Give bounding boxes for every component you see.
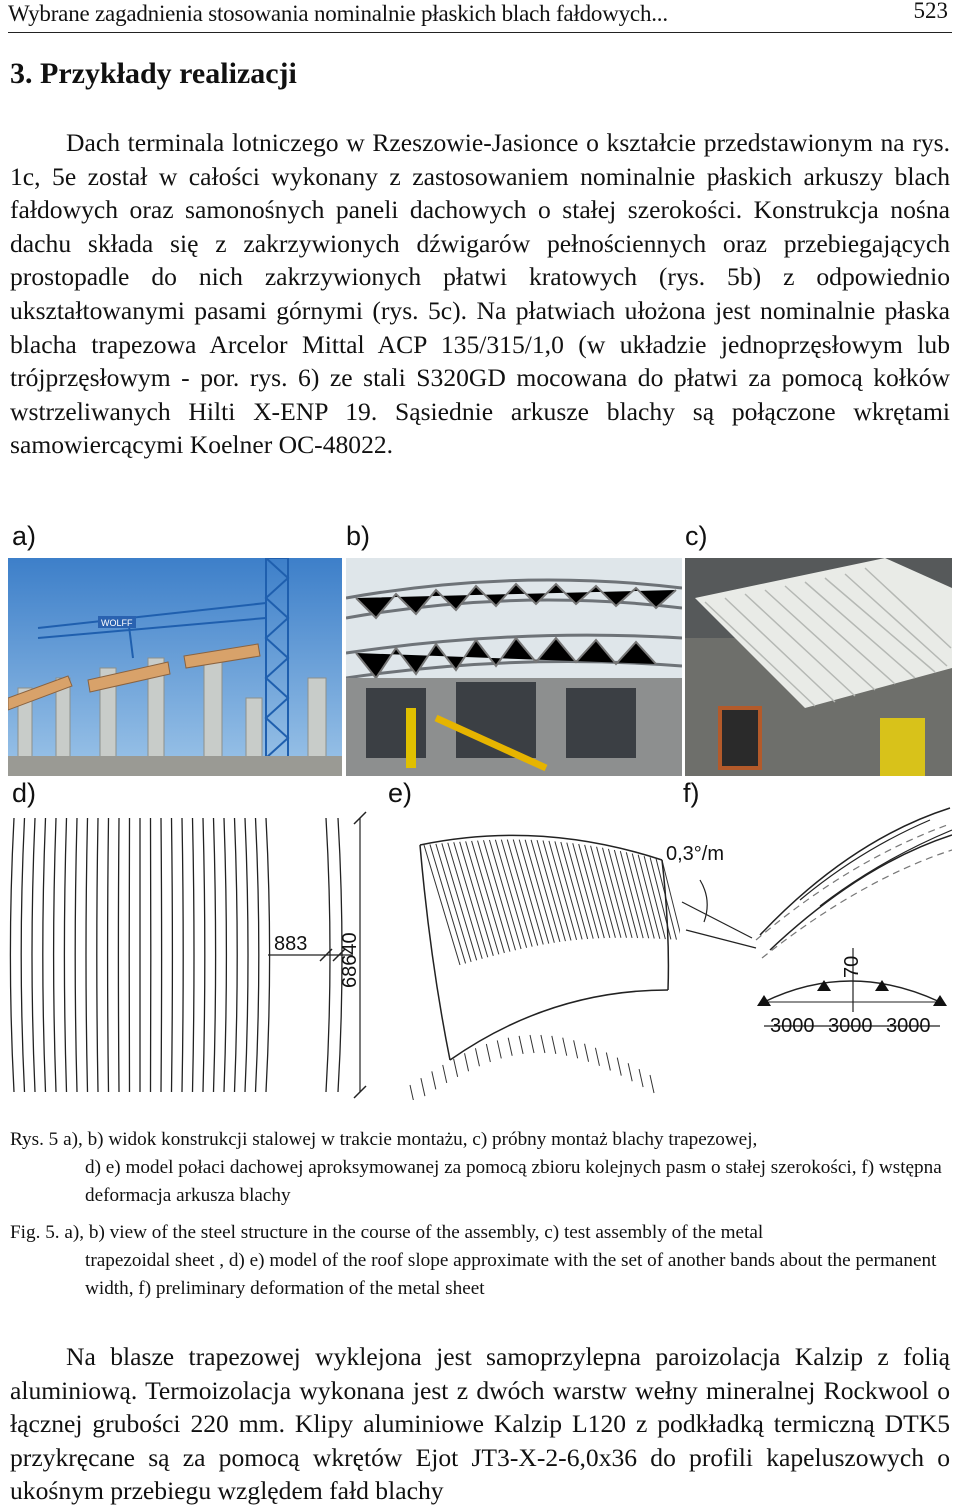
drawing-f-sheet-deformation [660,790,952,1050]
figure-label-c: c) [685,521,708,551]
span-1: 3000 [770,1015,815,1037]
photo-c-sheet-test [685,558,952,776]
running-header [8,0,952,33]
photo-b-steel-trusses [346,558,682,776]
figure-label-f: f) [683,778,700,808]
span-2: 3000 [828,1015,873,1037]
drawing-e-roof-surface [390,800,680,1100]
dim-width-883: 883 [274,933,308,955]
page-number: 523 [913,0,948,23]
figure-label-e: e) [388,778,413,808]
caption-english [10,1219,952,1303]
dim-length-68640: 68640 [339,932,361,988]
caption-english-rest: trapezoidal sheet , d) e) model of the roof slope approximate with the set of another bands about the permanent width, f) preliminary deformation of the metal sheet [85,1250,937,1299]
caption-polish [10,1126,952,1210]
figure-label-d: d) [12,778,37,808]
crane-sign: WOLFF [101,618,133,628]
photo-a-construction-site [8,558,342,776]
caption-polish-rest: d) e) model połaci dachowej aproksymowanej za pomocą zbioru kolejnych pasm o stałej szerokości, f) wstępna deformacja arkusza blachy [85,1157,942,1206]
rise-label: 70 [841,955,863,978]
section-title: 3. Przykłady realizacji [10,57,297,90]
figure-label-a: a) [12,521,37,551]
caption-english-lead: Fig. 5. a), b) view of the steel structure in the course of the assembly, c) test assembly of the metal [10,1222,764,1243]
angle-label: 0,3°/m [666,843,725,865]
running-title: Wybrane zagadnienia stosowania nominalnie płaskich blach fałdowych... [8,1,668,26]
span-3: 3000 [886,1015,931,1037]
paragraph-2: Na blasze trapezowej wyklejona jest samoprzylepna paroizolacja Kalzip z folią aluminiową. Termoizolacja wykonana jest z dwóch warstw wełny mineralnej Rockwool o łącznej grubości 220 mm. Klipy aluminiowe Kalzip L120 z podkładką termiczną DTK5 przykręcane są za pomocą wkrętów Ejot JT3-X-2-6,0x36 do profili kapeluszowych o ukośnym przebiegu względem fałd blachy [10,1342,950,1506]
caption-polish-lead: Rys. 5 a), b) widok konstrukcji stalowej w trakcie montażu, c) próbny montaż blachy trapezowej, [10,1129,758,1150]
drawing-d-roof-strips [8,810,388,1100]
figure-label-b: b) [346,521,371,551]
paragraph-1: Dach terminala lotniczego w Rzeszowie-Jasionce o kształcie przedstawionym na rys. 1c, 5e został w całości wykonany z zastosowaniem nominalnie płaskich arkuszy blach fałdowych oraz samonośnych paneli dachowych o stałej szerokości. Konstrukcja nośna dachu składa się z zakrzywionych dźwigarów pełnościennych oraz przebiegających prostopadle do nich zakrzywionych płatwi kratowych (rys. 5b) z odpowiednio ukształtowanymi pasami górnymi (rys. 5c). Na płatwiach ułożona jest nominalnie płaska blacha trapezowa Arcelor Mittal ACP 135/315/1,0 (w układzie jednoprzęsłowym lub trójprzęsłowym - por. rys. 6) ze stali S320GD mocowana do płatwi za pomocą kołków wstrzeliwanych Hilti X-ENP 19. Sąsiednie arkusze blachy są połączone wkrętami samowiercącymi Koelner OC-48022. [10,128,950,460]
